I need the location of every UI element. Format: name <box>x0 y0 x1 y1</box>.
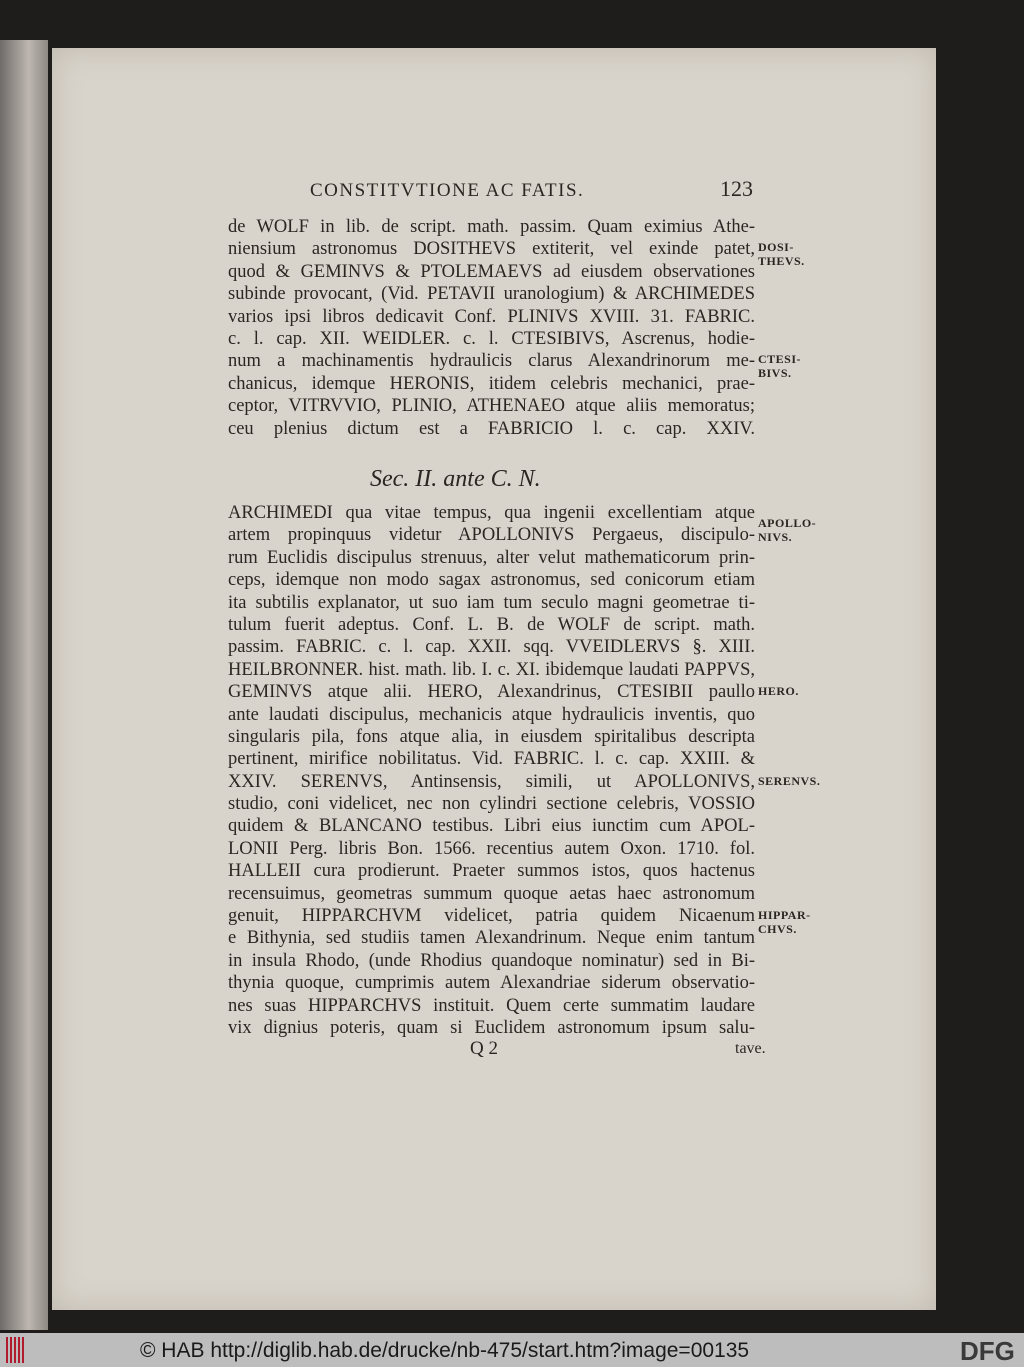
text-line: num a machinamentis hydraulicis clarus Alexandrinorum me- <box>228 351 755 372</box>
text-line: ante laudati discipulus, mechanicis atque hydraulicis inventis, quo <box>228 704 755 725</box>
copyright-link[interactable]: © HAB http://diglib.hab.de/drucke/nb-475/start.htm?image=00135 <box>140 1339 750 1362</box>
text-line: HEILBRONNER. hist. math. lib. I. c. XI. ibidemque laudati PAPPVS, <box>228 659 755 680</box>
text-line: de WOLF in lib. de script. math. passim. Quam eximius Athe- <box>228 217 755 237</box>
text-line: rum Euclidis discipulus strenuus, alter velut mathematicorum prin- <box>228 547 755 568</box>
text-line: artem propinquus videtur APOLLONIVS Pergaeus, discipulo- <box>228 525 755 546</box>
text-line: LONII Perg. libris Bon. 1566. recentius autem Oxon. 1710. fol. <box>228 838 755 859</box>
dfg-logo: DFG <box>960 1336 1015 1366</box>
page-number: 123 <box>720 176 753 201</box>
text-line: singularis pila, fons atque alia, in eiusdem spiritalibus descripta <box>228 726 755 747</box>
text-line: studio, coni videlicet, nec non cylindri sectione celebris, VOSSIO <box>228 794 755 815</box>
margin-note-hero: HERO. <box>758 684 799 698</box>
text-line: ARCHIMEDI qua vitae tempus, qua ingenii excellentiam atque <box>228 503 755 523</box>
text-line: quidem & BLANCANO testibus. Libri eius iunctim cum APOL- <box>228 816 755 837</box>
text-line: chanicus, idemque HERONIS, itidem celebris mechanici, prae- <box>228 373 755 394</box>
text-line: ita subtilis explanator, ut suo iam tum seculo magni geometrae ti- <box>228 592 755 613</box>
facing-page-edge <box>0 40 48 1330</box>
text-line: varios ipsi libros dedicavit Conf. PLINIVS XVIII. 31. FABRIC. <box>228 306 755 327</box>
signature-mark: Q 2 <box>470 1038 498 1059</box>
text-line: pertinent, mirifice nobilitatus. Vid. FABRIC. l. c. cap. XXIII. & <box>228 749 755 770</box>
margin-note-serenus: SERENVS. <box>758 774 821 788</box>
paragraph-2 <box>228 502 755 1039</box>
text-line: tulum fuerit adeptus. Conf. L. B. de WOLF de script. math. <box>228 614 755 635</box>
text-line: genuit, HIPPARCHVM videlicet, patria quidem Nicaenum <box>228 906 755 927</box>
margin-note-hipparchus: HIPPAR- CHVS. <box>758 908 811 936</box>
text-line: niensium astronomus DOSITHEVS extiterit, vel exinde patet, <box>228 239 755 260</box>
text-line: XXIV. SERENVS, Antinsensis, simili, ut APOLLONIVS, <box>228 771 755 792</box>
hab-logo-icon <box>6 1337 26 1363</box>
paragraph-1 <box>228 216 755 440</box>
text-line: nes suas HIPPARCHVS instituit. Quem certe summatim laudare <box>228 995 755 1016</box>
text-line: GEMINVS atque alii. HERO, Alexandrinus, CTESIBII paullo <box>228 682 755 703</box>
text-line: vix dignius poteris, quam si Euclidem astronomum ipsum salu- <box>228 1017 755 1038</box>
text-line: ceptor, VITRVVIO, PLINIO, ATHENAEO atque aliis memoratus; <box>228 396 755 417</box>
text-line: quod & GEMINVS & PTOLEMAEVS ad eiusdem observationes <box>228 261 755 282</box>
text-line: ceps, idemque non modo sagax astronomus, sed conicorum etiam <box>228 570 755 591</box>
text-line: subinde provocant, (Vid. PETAVII uranologium) & ARCHIMEDES <box>228 284 755 305</box>
text-line: recensuimus, geometras summum quoque aetas haec astronomum <box>228 883 755 904</box>
footer-bar <box>0 1333 1024 1367</box>
margin-note-apollonius: APOLLO- NIVS. <box>758 516 817 544</box>
section-heading: Sec. II. ante C. N. <box>370 466 541 492</box>
catchword: tave. <box>735 1040 766 1057</box>
text-line: c. l. cap. XII. WEIDLER. c. l. CTESIBIVS, Ascrenus, hodie- <box>228 328 755 349</box>
text-line: e Bithynia, sed studiis tamen Alexandrinum. Neque enim tantum <box>228 928 755 949</box>
text-line: HALLEII cura prodierunt. Praeter summos istos, quos hactenus <box>228 861 755 882</box>
margin-note-ctesibius: CTESI- BIVS. <box>758 352 802 380</box>
text-line: passim. FABRIC. c. l. cap. XXII. sqq. VVEIDLERVS §. XIII. <box>228 637 755 658</box>
running-title: CONSTITVTIONE AC FATIS. <box>310 180 585 201</box>
text-line: ceu plenius dictum est a FABRICIO l. c. cap. XXIV. <box>228 418 755 439</box>
text-line: thynia quoque, cumprimis autem Alexandriae siderum observatio- <box>228 973 755 994</box>
text-line: in insula Rhodo, (unde Rhodius quandoque nominatur) sed in Bi- <box>228 950 755 971</box>
margin-note-dositheus: DOSI- THEVS. <box>758 240 805 268</box>
